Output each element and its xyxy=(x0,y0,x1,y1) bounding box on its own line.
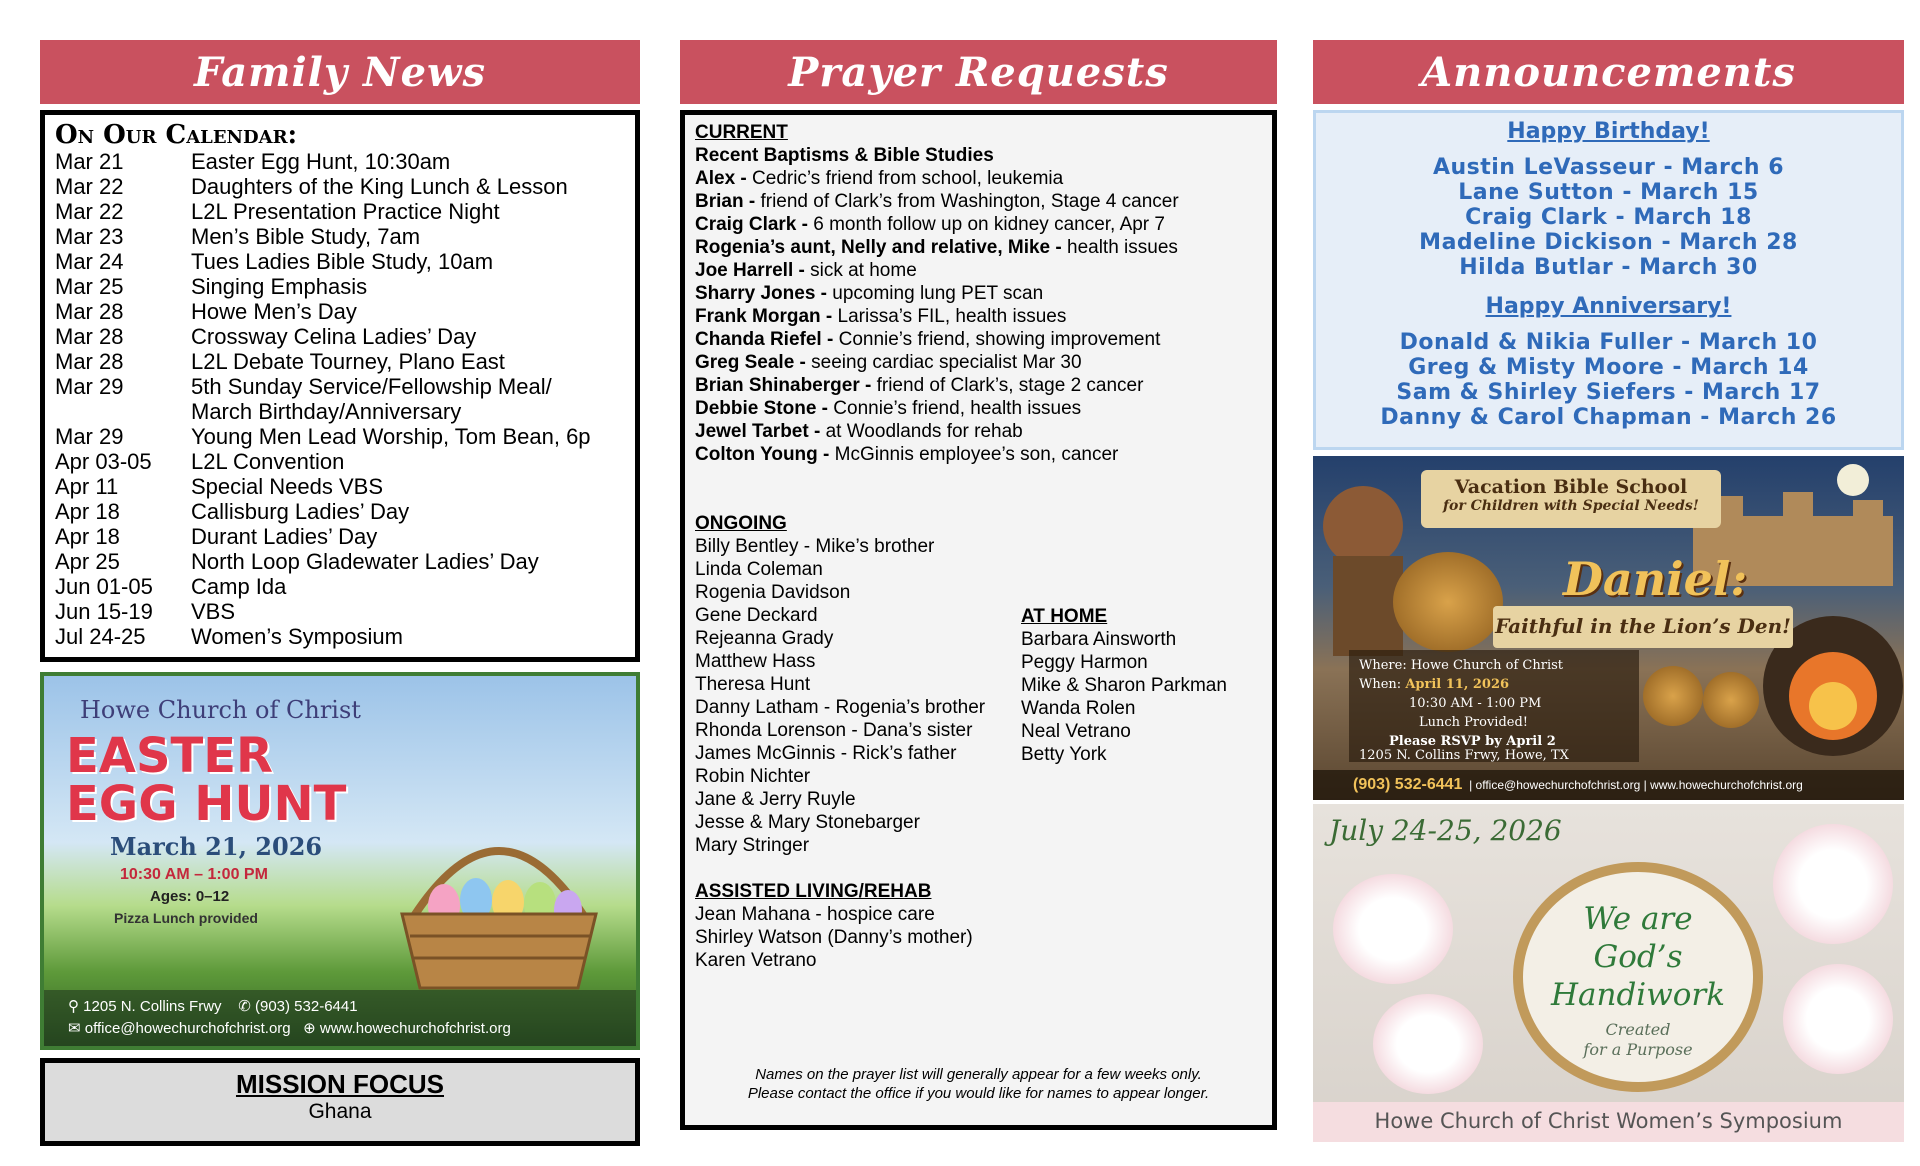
prayer-item xyxy=(695,420,1262,443)
calendar-date: Mar 24 xyxy=(55,249,124,274)
calendar-event: Durant Ladies’ Day xyxy=(191,524,378,549)
easter-phone: (903) 532-6441 xyxy=(254,998,358,1015)
birthday-item: Austin LeVasseur - March 6 xyxy=(1432,155,1785,180)
calendar-row xyxy=(55,399,625,424)
calendar-row xyxy=(55,449,625,474)
calendar-date: Apr 11 xyxy=(55,474,119,499)
prayer-name: Brian Shinaberger - xyxy=(695,375,872,396)
vbs-subtitle: Faithful in the Lion’s Den! xyxy=(1493,606,1793,648)
calendar-event: Callisburg Ladies’ Day xyxy=(191,499,410,524)
embroidery-hoop xyxy=(1513,862,1763,1092)
calendar-event: Special Needs VBS xyxy=(191,474,383,499)
anniversary-item: Danny & Carol Chapman - March 26 xyxy=(1380,405,1837,430)
calendar-row xyxy=(55,324,625,349)
lion-icon xyxy=(1643,666,1703,726)
calendar-event: 5th Sunday Service/Fellowship Meal/ xyxy=(191,374,552,399)
calendar-date: Apr 03-05 xyxy=(55,449,152,474)
ongoing-item: Rejeanna Grady xyxy=(695,628,834,649)
prayer-name: Frank Morgan - xyxy=(695,306,833,327)
ongoing-item: Danny Latham - Rogenia’s brother xyxy=(695,697,986,718)
flower-icon xyxy=(1333,874,1453,984)
ongoing-item: Rogenia Davidson xyxy=(695,582,851,603)
symposium-line4: Created xyxy=(1605,1020,1671,1039)
prayer-requests-banner: Prayer Requests xyxy=(680,40,1277,104)
calendar-event: L2L Debate Tourney, Plano East xyxy=(191,349,505,374)
easter-title xyxy=(66,728,347,832)
calendar-event: Howe Men’s Day xyxy=(191,299,357,324)
prayer-name: Sharry Jones - xyxy=(695,283,827,304)
calendar-event: VBS xyxy=(191,599,236,624)
prayer-name: Colton Young - xyxy=(695,444,830,465)
vbs-lunch: Lunch Provided! xyxy=(1419,715,1529,730)
ongoing-item: Matthew Hass xyxy=(695,651,816,672)
calendar-date: Mar 22 xyxy=(55,199,124,224)
calendar-date: Jun 15-19 xyxy=(55,599,153,624)
ongoing-item: Jesse & Mary Stonebarger xyxy=(695,812,920,833)
at-home-item: Barbara Ainsworth xyxy=(1021,629,1177,650)
mission-focus-value: Ghana xyxy=(308,1100,372,1123)
calendar-date: Mar 28 xyxy=(55,349,124,374)
prayer-item xyxy=(695,259,1262,282)
prayer-detail: Larissa’s FIL, health issues xyxy=(832,306,1067,327)
at-home-item: Wanda Rolen xyxy=(1021,698,1136,719)
assisted-item: Shirley Watson (Danny’s mother) xyxy=(695,927,973,948)
calendar-date: Mar 25 xyxy=(55,274,124,299)
easter-time: 10:30 AM – 1:00 PM xyxy=(120,866,268,883)
womens-symposium-flyer xyxy=(1313,804,1904,1142)
calendar-row xyxy=(55,549,625,574)
prayer-note xyxy=(685,1065,1272,1103)
calendar-row xyxy=(55,274,625,299)
easter-footer xyxy=(44,990,636,1046)
vbs-scroll xyxy=(1421,470,1721,528)
at-home-list xyxy=(1021,628,1227,766)
at-home-item: Peggy Harmon xyxy=(1021,652,1148,673)
easter-egg-hunt-flyer xyxy=(40,672,640,1050)
prayer-detail: Connie’s friend, showing improvement xyxy=(833,329,1161,350)
prayer-item xyxy=(695,443,1262,466)
easter-lunch: Pizza Lunch provided xyxy=(114,910,258,926)
symposium-line1: We are xyxy=(1583,901,1693,937)
calendar-date: Apr 18 xyxy=(55,499,120,524)
ongoing-item: Linda Coleman xyxy=(695,559,823,580)
prayer-detail: sick at home xyxy=(804,260,917,281)
calendar-event: Tues Ladies Bible Study, 10am xyxy=(191,249,494,274)
ongoing-item: Robin Nichter xyxy=(695,766,811,787)
assisted-item: Jean Mahana - hospice care xyxy=(695,904,935,925)
birthday-item: Madeline Dickison - March 28 xyxy=(1419,230,1798,255)
calendar-date: Apr 25 xyxy=(55,549,120,574)
calendar-event: Singing Emphasis xyxy=(191,274,368,299)
calendar-event: Camp Ida xyxy=(191,574,287,599)
vbs-when: April 11, 2026 xyxy=(1405,677,1510,692)
flower-icon xyxy=(1773,824,1893,944)
current-heading: CURRENT xyxy=(695,122,788,143)
flower-icon xyxy=(1783,964,1893,1074)
prayer-item xyxy=(695,351,1262,374)
at-home-heading: AT HOME xyxy=(1021,606,1108,627)
prayer-detail: at Woodlands for rehab xyxy=(820,421,1023,442)
birthday-heading: Happy Birthday! xyxy=(1507,119,1710,144)
prayer-detail: McGinnis employee’s son, cancer xyxy=(829,444,1119,465)
prayer-name: Brian - xyxy=(695,191,756,212)
prayer-item xyxy=(695,190,1262,213)
anniversary-list xyxy=(1316,330,1901,430)
calendar-row xyxy=(55,374,625,399)
ongoing-item: Mary Stringer xyxy=(695,835,810,856)
at-home-item: Neal Vetrano xyxy=(1021,721,1131,742)
globe-icon: ⊕ xyxy=(303,1020,316,1037)
prayer-name: Craig Clark - xyxy=(695,214,808,235)
vbs-title: Daniel: xyxy=(1563,552,1748,606)
prayer-note-line1: Names on the prayer list will generally appear for a few weeks only. xyxy=(755,1066,1202,1083)
prayer-detail: seeing cardiac specialist Mar 30 xyxy=(805,352,1082,373)
easter-date: March 21, 2026 xyxy=(110,832,323,861)
easter-website: www.howechurchofchrist.org xyxy=(319,1020,511,1037)
calendar-row xyxy=(55,149,625,174)
prayer-name: Alex - xyxy=(695,168,747,189)
family-news-banner: Family News xyxy=(40,40,640,104)
vbs-phone: (903) 532-6441 xyxy=(1353,776,1463,793)
assisted-list xyxy=(695,903,1262,972)
symposium-date: July 24-25, 2026 xyxy=(1329,814,1562,847)
easter-church-name: Howe Church of Christ xyxy=(80,696,361,724)
at-home-item: Betty York xyxy=(1021,744,1107,765)
calendar-title: On Our Calendar: xyxy=(55,120,298,150)
calendar-event: L2L Presentation Practice Night xyxy=(191,199,500,224)
calendar-date: Mar 22 xyxy=(55,174,124,199)
calendar-event: North Loop Gladewater Ladies’ Day xyxy=(191,549,539,574)
mail-icon: ✉ xyxy=(68,1020,81,1037)
prayer-name: Jewel Tarbet - xyxy=(695,421,821,442)
mission-focus-title: MISSION FOCUS xyxy=(235,1069,444,1099)
family-news-column xyxy=(40,40,640,1146)
symposium-line2: God’s xyxy=(1593,939,1683,975)
calendar-date xyxy=(55,399,191,424)
vbs-flyer xyxy=(1313,456,1904,800)
calendar-event: Young Men Lead Worship, Tom Bean, 6p xyxy=(191,424,591,449)
easter-ages: Ages: 0–12 xyxy=(150,888,230,905)
ongoing-item: Jane & Jerry Ruyle xyxy=(695,789,856,810)
calendar-row xyxy=(55,299,625,324)
calendar-date: Mar 21 xyxy=(55,149,124,174)
calendar-row xyxy=(55,224,625,249)
ongoing-heading: ONGOING xyxy=(695,513,787,534)
prayer-item xyxy=(695,282,1262,305)
prayer-detail: Connie’s friend, health issues xyxy=(828,398,1082,419)
flower-icon xyxy=(1373,994,1483,1094)
calendar-date: Mar 29 xyxy=(55,424,124,449)
assisted-heading: ASSISTED LIVING/REHAB xyxy=(695,881,932,902)
mission-focus-box xyxy=(40,1058,640,1146)
calendar-row xyxy=(55,624,625,649)
prayer-name: Joe Harrell - xyxy=(695,260,805,281)
prayer-item xyxy=(695,167,1262,190)
birthday-item: Craig Clark - March 18 xyxy=(1465,205,1752,230)
calendar-date: Mar 28 xyxy=(55,299,124,324)
anniversary-item: Greg & Misty Moore - March 14 xyxy=(1408,355,1809,380)
assisted-item: Karen Vetrano xyxy=(695,950,817,971)
calendar-event: Daughters of the King Lunch & Lesson xyxy=(191,174,568,199)
easter-title-line1: EASTER xyxy=(66,728,273,784)
at-home-item: Mike & Sharon Parkman xyxy=(1021,675,1227,696)
prayer-detail: upcoming lung PET scan xyxy=(827,283,1044,304)
prayer-note-line2: Please contact the office if you would like for names to appear longer. xyxy=(747,1085,1210,1102)
phone-icon: ✆ xyxy=(238,998,251,1015)
birthday-anniversary-box xyxy=(1313,110,1904,450)
anniversary-item: Sam & Shirley Siefers - March 17 xyxy=(1396,380,1821,405)
calendar-event: Women’s Symposium xyxy=(191,624,403,649)
vbs-rsvp: Please RSVP by April 2 xyxy=(1389,734,1556,749)
calendar-row xyxy=(55,424,625,449)
calendar-row xyxy=(55,349,625,374)
prayer-detail: friend of Clark’s, stage 2 cancer xyxy=(871,375,1144,396)
vbs-line1: Vacation Bible School xyxy=(1454,476,1688,498)
prayer-item xyxy=(695,328,1262,351)
anniversary-item: Donald & Nikia Fuller - March 10 xyxy=(1399,330,1818,355)
vbs-time: 10:30 AM - 1:00 PM xyxy=(1409,696,1542,711)
current-list xyxy=(695,167,1262,466)
vbs-where: Where: Howe Church of Christ xyxy=(1359,658,1564,673)
prayer-name: Chanda Riefel - xyxy=(695,329,834,350)
symposium-line3: Handiwork xyxy=(1550,977,1726,1013)
vbs-when-label: When: xyxy=(1359,677,1406,692)
prayer-item xyxy=(695,397,1262,420)
prayer-item xyxy=(695,305,1262,328)
at-home-section xyxy=(1021,605,1227,766)
prayer-detail: health issues xyxy=(1061,237,1178,258)
calendar-date: Apr 18 xyxy=(55,524,120,549)
birthday-list xyxy=(1316,155,1901,280)
calendar-date: Mar 28 xyxy=(55,324,124,349)
vbs-info xyxy=(1349,650,1639,762)
calendar-row xyxy=(55,174,625,199)
vbs-footer: (903) 532-6441 | office@howechurchofchrist.org | www.howechurchofchrist.org xyxy=(1313,770,1904,800)
easter-title-line2: EGG HUNT xyxy=(66,776,347,832)
calendar-date: Jun 01-05 xyxy=(55,574,153,599)
birthday-item: Lane Sutton - March 15 xyxy=(1458,180,1759,205)
vbs-website: www.howechurchofchrist.org xyxy=(1650,778,1803,792)
calendar-event: Crossway Celina Ladies’ Day xyxy=(191,324,477,349)
calendar-list xyxy=(55,149,625,649)
vbs-address: 1205 N. Collins Frwy, Howe, TX xyxy=(1359,748,1569,763)
calendar-date: Mar 23 xyxy=(55,224,124,249)
ongoing-item: Gene Deckard xyxy=(695,605,818,626)
calendar-row xyxy=(55,499,625,524)
lion-icon xyxy=(1393,552,1503,652)
vbs-email: office@howechurchofchrist.org xyxy=(1475,778,1641,792)
location-pin-icon: ⚲ xyxy=(68,998,79,1015)
symposium-line5: for a Purpose xyxy=(1583,1040,1693,1059)
ongoing-item: Rhonda Lorenson - Dana’s sister xyxy=(695,720,973,741)
calendar-row xyxy=(55,524,625,549)
egg-basket-icon xyxy=(384,806,614,996)
calendar-row xyxy=(55,474,625,499)
prayer-detail: Cedric’s friend from school, leukemia xyxy=(746,168,1064,189)
announcements-banner: Announcements xyxy=(1313,40,1904,104)
calendar-row xyxy=(55,249,625,274)
prayer-name: Rogenia’s aunt, Nelly and relative, Mike - xyxy=(695,237,1062,258)
birthday-item: Hilda Butlar - March 30 xyxy=(1459,255,1758,280)
ongoing-item: James McGinnis - Rick’s father xyxy=(695,743,957,764)
prayer-requests-column xyxy=(680,40,1277,1130)
calendar-event: L2L Convention xyxy=(191,449,345,474)
prayer-box xyxy=(680,110,1277,1130)
lion-icon xyxy=(1703,672,1759,728)
prayer-name: Greg Seale - xyxy=(695,352,806,373)
prayer-item xyxy=(695,236,1262,259)
calendar-row xyxy=(55,574,625,599)
easter-address: 1205 N. Collins Frwy xyxy=(83,998,222,1015)
announcements-column xyxy=(1313,40,1904,1142)
easter-email: office@howechurchofchrist.org xyxy=(84,1020,291,1037)
vbs-line2: for Children with Special Needs! xyxy=(1443,498,1699,514)
prayer-name: Debbie Stone - xyxy=(695,398,829,419)
calendar-event: Easter Egg Hunt, 10:30am xyxy=(191,149,451,174)
prayer-detail: friend of Clark’s from Washington, Stage 4 cancer xyxy=(755,191,1179,212)
symposium-footer: Howe Church of Christ Women’s Symposium xyxy=(1313,1102,1904,1142)
calendar-event: Men’s Bible Study, 7am xyxy=(191,224,421,249)
calendar-date: Mar 29 xyxy=(55,374,124,399)
prayer-item xyxy=(695,213,1262,236)
prayer-item xyxy=(695,374,1262,397)
calendar-event: March Birthday/Anniversary xyxy=(191,399,462,424)
calendar-row xyxy=(55,199,625,224)
calendar-date: Jul 24-25 xyxy=(55,624,146,649)
calendar-box xyxy=(40,110,640,662)
ongoing-item: Theresa Hunt xyxy=(695,674,811,695)
current-subheading: Recent Baptisms & Bible Studies xyxy=(695,145,994,166)
ongoing-item: Billy Bentley - Mike’s brother xyxy=(695,536,935,557)
prayer-detail: 6 month follow up on kidney cancer, Apr 7 xyxy=(807,214,1165,235)
anniversary-heading: Happy Anniversary! xyxy=(1485,294,1732,319)
calendar-row xyxy=(55,599,625,624)
